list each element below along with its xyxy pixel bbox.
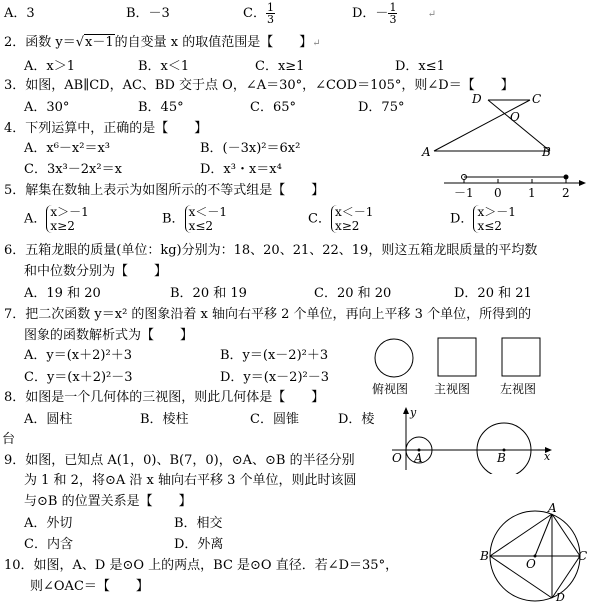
q8-option-a: A．圆柱 xyxy=(24,412,73,427)
q6-stem-line1: 6．五箱龙眼的质量(单位：kg)分别为：18、20、21、22、19，则这五箱龙眼质量的平均数 xyxy=(4,243,538,258)
label-A: A xyxy=(548,501,557,515)
q9-option-a: A．外切 xyxy=(24,516,73,531)
q6-option-d: D．20 和 21 xyxy=(454,286,532,301)
q3-option-b: B．45° xyxy=(138,100,184,115)
q4-stem: 4．下列运算中，正确的是【 】 xyxy=(4,121,208,136)
q9-stem-line3: 与⊙B 的位置关系是【 】 xyxy=(24,494,192,509)
q9-stem-line1: 9．如图，已知点 A(1，0)、B(7，0)，⊙A、⊙B 的半径分别 xyxy=(4,453,355,468)
q3-option-c: C．65° xyxy=(250,100,296,115)
q6-stem-line2: 和中位数分别为【 】 xyxy=(24,264,168,279)
view-label-left: 左视图 xyxy=(500,382,537,396)
label-B: B xyxy=(542,145,551,159)
q8-stem: 8．如图是一个几何体的三视图，则此几何体是【 】 xyxy=(4,390,325,405)
q5-option-c: C． x＜－1 x≥2 xyxy=(308,205,374,233)
q10-stem-line1: 10．如图，A、D 是⊙O 上的两点，BC 是⊙O 直径．若∠D＝35°， xyxy=(4,558,399,573)
q1-option-c: C． $\frac{1}{3}$ xyxy=(243,1,274,26)
q5-option-b: B． x＜－1 x≤2 xyxy=(162,205,227,233)
label-B: B xyxy=(480,549,489,563)
q2-stem: 2．函数 y＝√x－1的自变量 x 的取值范围是【 】↵ xyxy=(4,35,321,50)
q8-option-b: B．棱柱 xyxy=(140,412,189,427)
q4-option-c: C．3x³－2x²＝x xyxy=(24,162,122,177)
q8-option-d: D．棱 xyxy=(338,412,375,427)
q9-option-c: C．内含 xyxy=(24,537,73,552)
fraction: $\frac{1}{3}$ xyxy=(389,1,397,26)
q4-option-b: B．(－3x)²＝6x² xyxy=(200,141,301,156)
q5-stem: 5．解集在数轴上表示为如图所示的不等式组是【 】 xyxy=(4,183,325,198)
q10-stem-line2: 则∠OAC＝【 】 xyxy=(30,579,149,594)
view-label-top: 俯视图 xyxy=(372,382,409,396)
tick-label: 0 xyxy=(494,186,502,200)
inequality-system: x＞－1 x≥2 xyxy=(46,205,88,233)
q9-figure xyxy=(386,404,556,474)
axis-label-y: y xyxy=(410,406,417,419)
q3-option-d: D．75° xyxy=(358,100,405,115)
q5-option-a: A． x＞－1 x≥2 xyxy=(24,205,89,233)
q9-stem-line2: 为 1 和 2，将⊙A 沿 x 轴向右平移 3 个单位，则此时该圆 xyxy=(24,473,357,488)
q3-stem: 3．如图，AB∥CD，AC、BD 交于点 O，∠A＝30°，∠COD＝105°，则∠D＝【 】 xyxy=(4,78,514,93)
q4-option-d: D．x³・x＝x⁴ xyxy=(200,162,282,177)
q2-option-c: C．x≥1 xyxy=(255,59,305,74)
label-B: B xyxy=(497,451,506,465)
tick-label: －1 xyxy=(454,186,474,200)
three-views-figure xyxy=(370,334,550,400)
label-A: A xyxy=(422,145,431,159)
q2-option-a: A．x＞1 xyxy=(24,59,75,74)
q10-figure xyxy=(478,500,588,602)
q7-option-a: A．y＝(x＋2)²＋3 xyxy=(24,348,132,363)
inequality-system: x＜－1 x≤2 xyxy=(185,205,227,233)
view-label-front: 主视图 xyxy=(434,382,471,396)
tick-label: 2 xyxy=(562,186,570,200)
label-O: O xyxy=(510,110,520,124)
q9-option-b: B．相交 xyxy=(174,516,223,531)
q6-option-c: C．20 和 20 xyxy=(314,286,392,301)
label-A: A xyxy=(414,451,423,465)
q3-option-a: A．30° xyxy=(24,100,70,115)
q8-option-d-continuation: 台 xyxy=(2,432,16,447)
label-C: C xyxy=(532,92,542,106)
label-O: O xyxy=(392,451,402,465)
q1-option-b: B．－3 xyxy=(126,6,170,21)
q1-option-d: D．－ $\frac{1}{3}$ ↵ xyxy=(352,1,436,26)
label-C: C xyxy=(578,549,588,563)
inequality-system: x＞－1 x≤2 xyxy=(473,205,515,233)
q2-option-b: B．x＜1 xyxy=(138,59,190,74)
q7-stem-line1: 7．把二次函数 y＝x² 的图象沿着 x 轴向右平移 2 个单位，再向上平移 3 个单位，所得到的 xyxy=(4,307,532,322)
q5-option-d: D． x＞－1 x≤2 xyxy=(450,205,516,233)
q7-option-d: D．y＝(x－2)²－3 xyxy=(220,370,329,385)
q1-option-a: A．3 xyxy=(4,6,35,21)
q6-option-a: A．19 和 20 xyxy=(24,286,101,301)
q4-option-a: A．x⁶－x²＝x³ xyxy=(24,141,111,156)
q9-option-d: D．外离 xyxy=(174,537,224,552)
number-line-figure xyxy=(440,168,590,202)
fraction: $\frac{1}{3}$ xyxy=(266,1,274,26)
label-D: D xyxy=(472,92,482,106)
tick-label: 1 xyxy=(528,186,536,200)
q7-option-b: B．y＝(x－2)²＋3 xyxy=(220,348,329,363)
q7-option-c: C．y＝(x＋2)²－3 xyxy=(24,370,133,385)
q6-option-b: B．20 和 19 xyxy=(170,286,247,301)
q2-option-d: D．x≤1 xyxy=(395,59,445,74)
q3-figure xyxy=(420,88,560,160)
label-D: D xyxy=(556,591,565,602)
q8-option-c: C．圆锥 xyxy=(250,412,299,427)
q7-stem-line2: 图象的函数解析式为【 】 xyxy=(24,328,194,343)
inequality-system: x＜－1 x≥2 xyxy=(331,205,373,233)
label-O: O xyxy=(526,557,536,571)
axis-label-x: x xyxy=(544,450,551,463)
